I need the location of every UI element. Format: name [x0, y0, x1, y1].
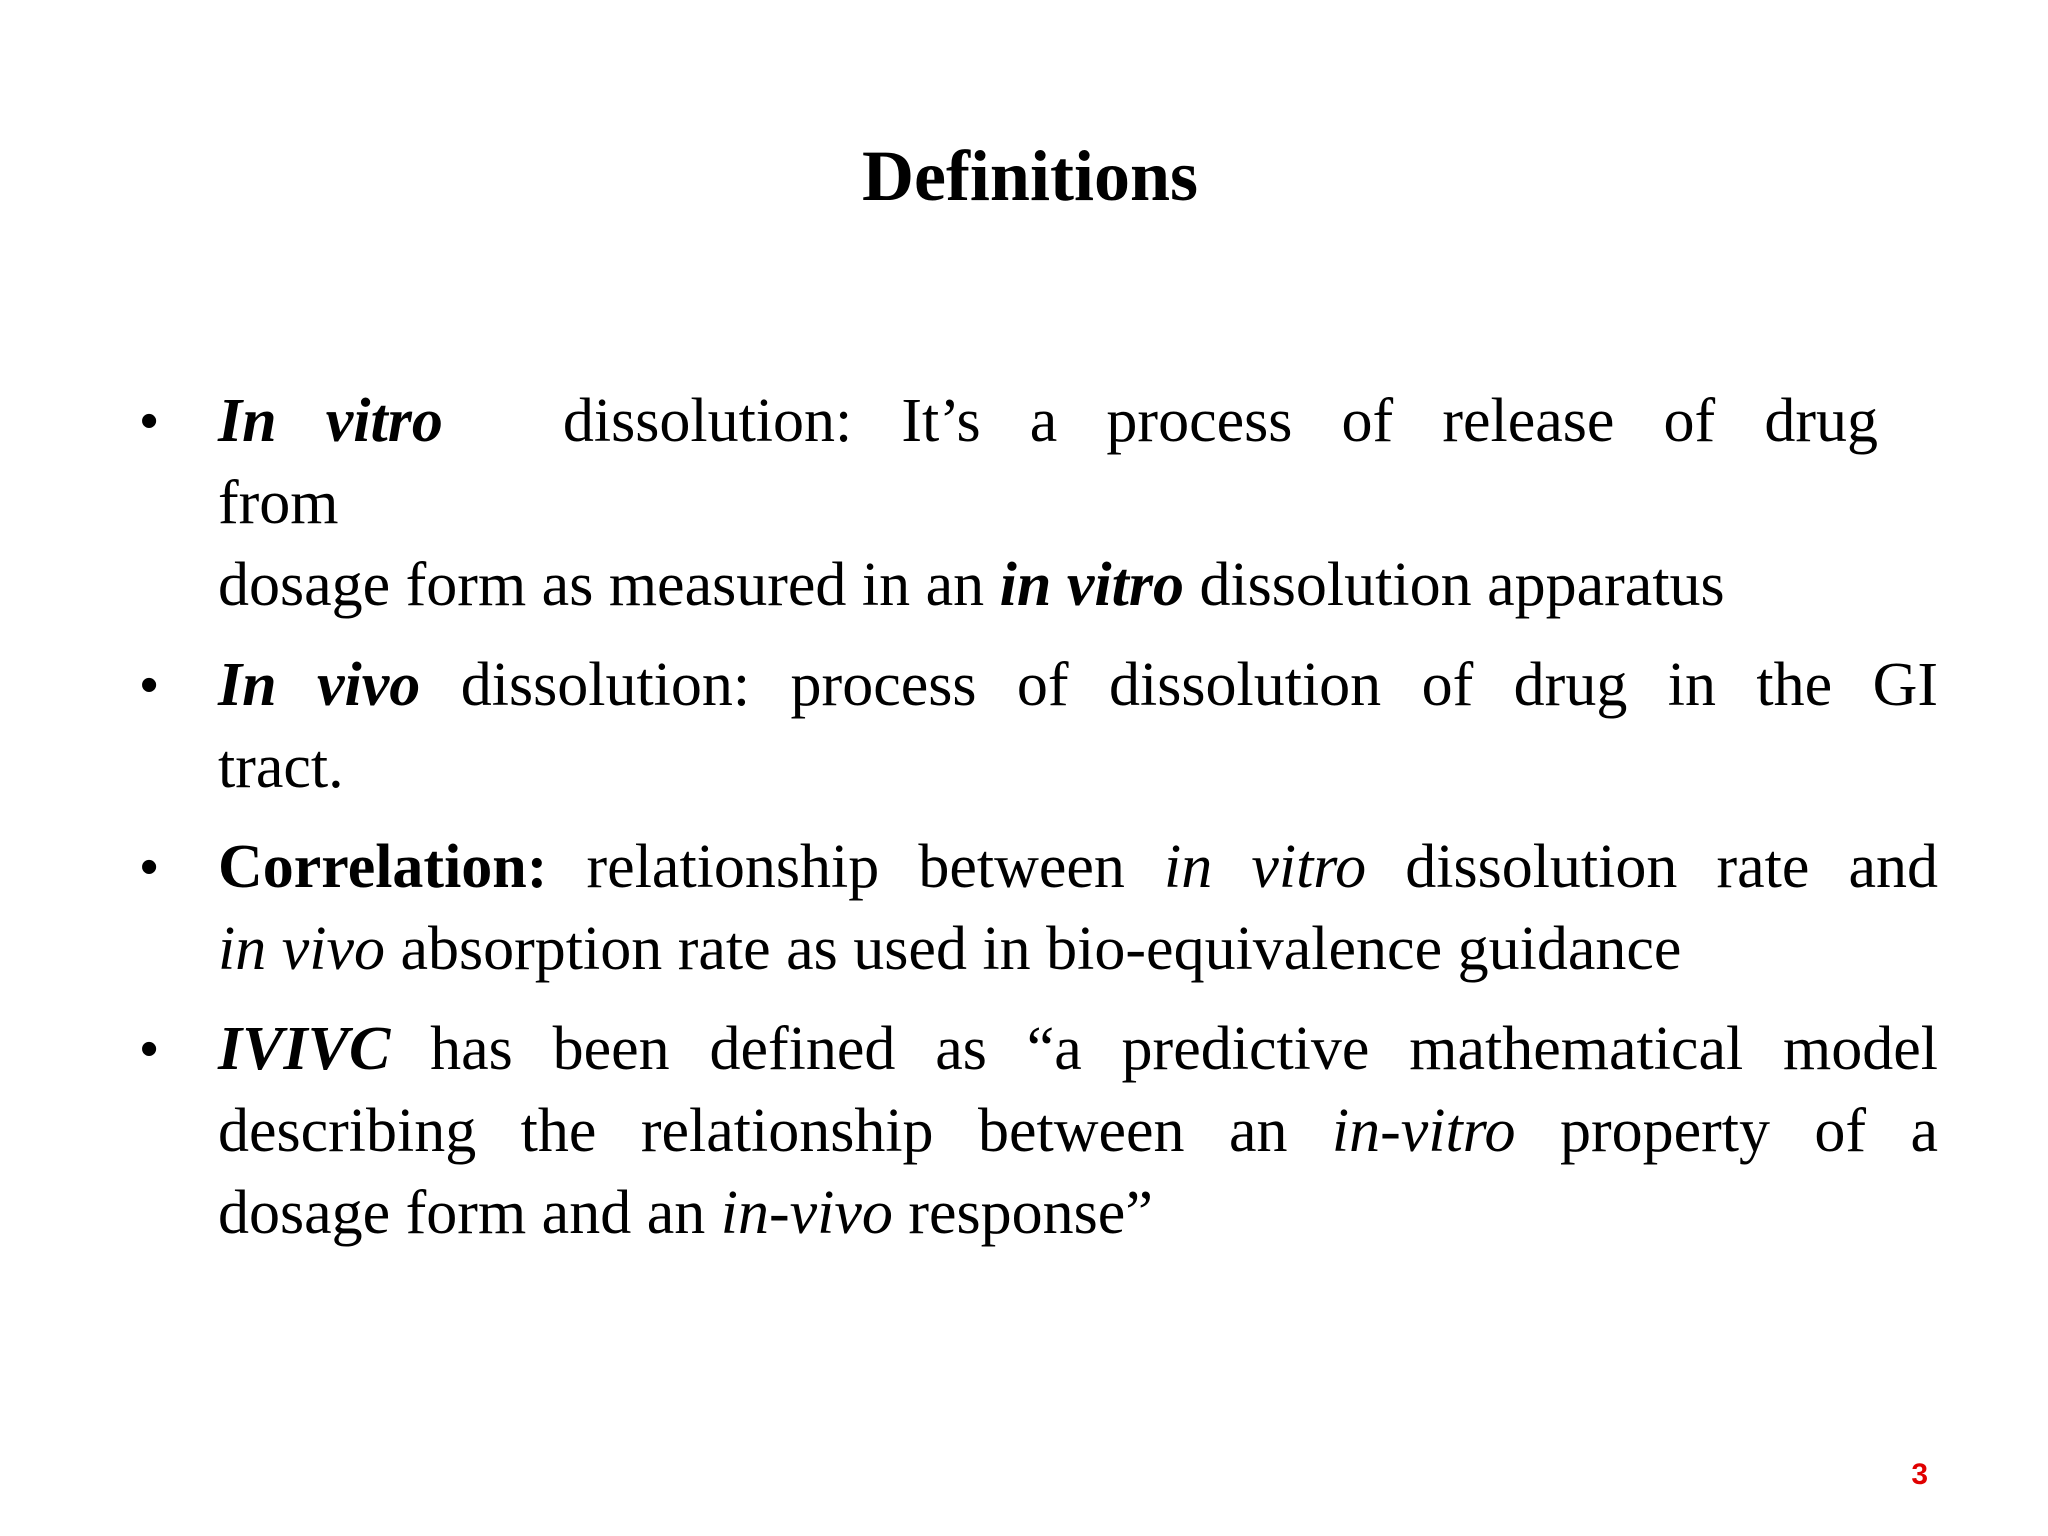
- definition-line: [218, 1008, 1938, 1090]
- emphasis-text: in vitro: [999, 551, 1184, 619]
- definition-line: [218, 644, 1938, 726]
- definition-line: from: [218, 469, 339, 537]
- emphasis-text: in vivo: [218, 915, 385, 983]
- bullet-icon: •: [140, 1020, 159, 1078]
- emphasis-text: in-vivo: [720, 1179, 893, 1247]
- definition-text: describing the relationship between an: [218, 1097, 1332, 1165]
- definition-text: absorption rate as used in bio-equivalence guidance: [385, 915, 1682, 983]
- definition-in-vivo: [140, 644, 1939, 808]
- definition-text: dosage form and an: [218, 1179, 721, 1247]
- term-in-vivo: In vivo: [218, 651, 421, 719]
- term-ivivc: IVIVC: [218, 1015, 391, 1083]
- definition-in-vitro: [140, 380, 1938, 626]
- definition-text: dissolution rate and: [1366, 833, 1938, 901]
- term-in-vitro: In vitro: [218, 387, 443, 455]
- bullet-icon: •: [140, 656, 159, 714]
- definition-text: dosage form as measured in an: [218, 551, 1000, 619]
- definition-line: [218, 1172, 1938, 1254]
- definition-line: [218, 544, 1938, 626]
- definition-line: [218, 908, 1938, 990]
- definition-text: has been defined as “a predictive mathematical model: [390, 1015, 1938, 1083]
- definition-line: [218, 1090, 1938, 1172]
- definition-line: [218, 826, 1938, 908]
- definition-text: dissolution: process of dissolution of drug in the GI: [420, 651, 1939, 719]
- definition-line: [218, 380, 1878, 462]
- definition-text: dissolution: It’s a process of release of drug: [562, 387, 1878, 455]
- emphasis-text: in-vitro: [1331, 1097, 1516, 1165]
- definition-text: response”: [892, 1179, 1153, 1247]
- definition-text: dissolution apparatus: [1183, 551, 1725, 619]
- definition-text: property of a: [1515, 1097, 1938, 1165]
- bullet-icon: •: [140, 392, 159, 450]
- term-correlation: Correlation:: [218, 833, 548, 901]
- bullet-icon: •: [140, 838, 159, 896]
- definition-line: tract.: [218, 733, 344, 801]
- slide-title: Definitions: [861, 136, 1199, 216]
- definition-text: relationship between: [547, 833, 1164, 901]
- page-number: 3: [1911, 1458, 1928, 1491]
- emphasis-text: in vitro: [1164, 833, 1367, 901]
- definition-correlation: [140, 826, 1938, 990]
- definition-ivivc: [140, 1008, 1938, 1254]
